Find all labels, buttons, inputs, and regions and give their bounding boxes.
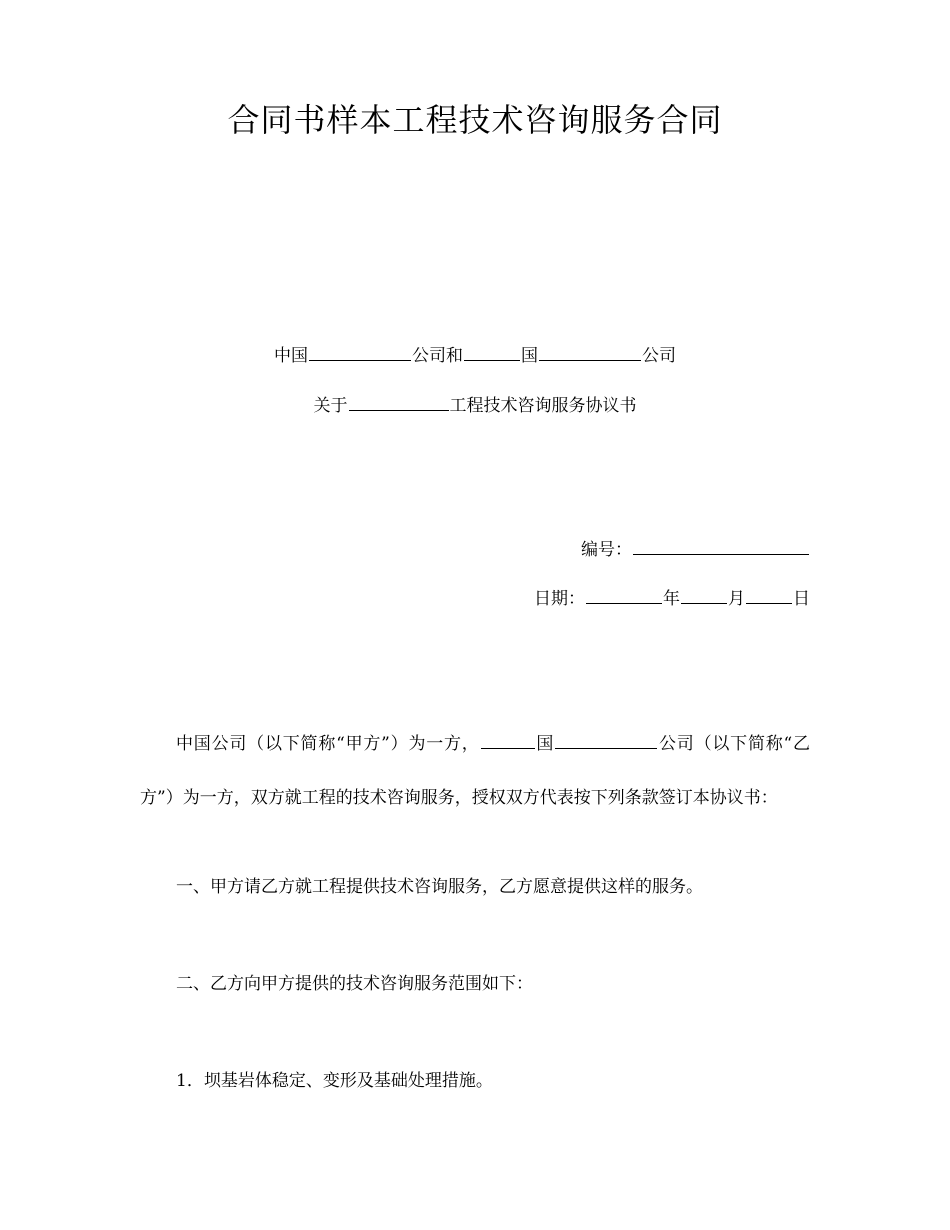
clause-2-item-1: 1．坝基岩体稳定、变形及基础处理措施。: [176, 1071, 493, 1091]
intro-paragraph: [140, 717, 810, 825]
date-year: 年: [663, 589, 680, 609]
date-line: [534, 587, 810, 611]
heading2-suffix: 工程技术咨询服务协议书: [449, 396, 637, 416]
intro-part1: 中国公司（以下简称“甲方”）为一方，: [176, 734, 480, 754]
heading-prefix: 中国: [274, 346, 308, 366]
heading-mid2: 国: [521, 346, 538, 366]
number-line: [581, 538, 810, 562]
blank-project-name[interactable]: [349, 394, 449, 411]
date-day: 日: [793, 589, 810, 609]
number-label: 编号：: [581, 540, 632, 560]
document-title: 合同书样本工程技术咨询服务合同: [227, 101, 723, 139]
blank-number[interactable]: [633, 538, 809, 555]
blank-china-company[interactable]: [309, 344, 411, 361]
date-label: 日期：: [534, 589, 585, 609]
clause-2: 二、乙方向甲方提供的技术咨询服务范围如下：: [176, 974, 533, 994]
blank-intro-company[interactable]: [555, 732, 657, 749]
heading-line-parties: [0, 344, 950, 368]
heading-suffix: 公司: [642, 346, 676, 366]
intro-part2: 国: [535, 734, 555, 754]
date-month: 月: [728, 589, 745, 609]
blank-year[interactable]: [586, 587, 662, 604]
blank-foreign-company[interactable]: [539, 344, 641, 361]
heading-line-subject: [0, 394, 950, 418]
heading-mid1: 公司和: [412, 346, 463, 366]
clause-1: 一、甲方请乙方就工程提供技术咨询服务，乙方愿意提供这样的服务。: [176, 877, 703, 897]
heading2-prefix: 关于: [313, 396, 348, 416]
blank-month[interactable]: [681, 587, 727, 604]
blank-country[interactable]: [464, 344, 520, 361]
blank-intro-country[interactable]: [481, 732, 535, 749]
blank-day[interactable]: [746, 587, 792, 604]
intro-part3: 公司（以下简称“乙方”）为一方，双方就工程的技术咨询服务，授权双方代表按下列条款签订本协议书：: [140, 734, 811, 808]
